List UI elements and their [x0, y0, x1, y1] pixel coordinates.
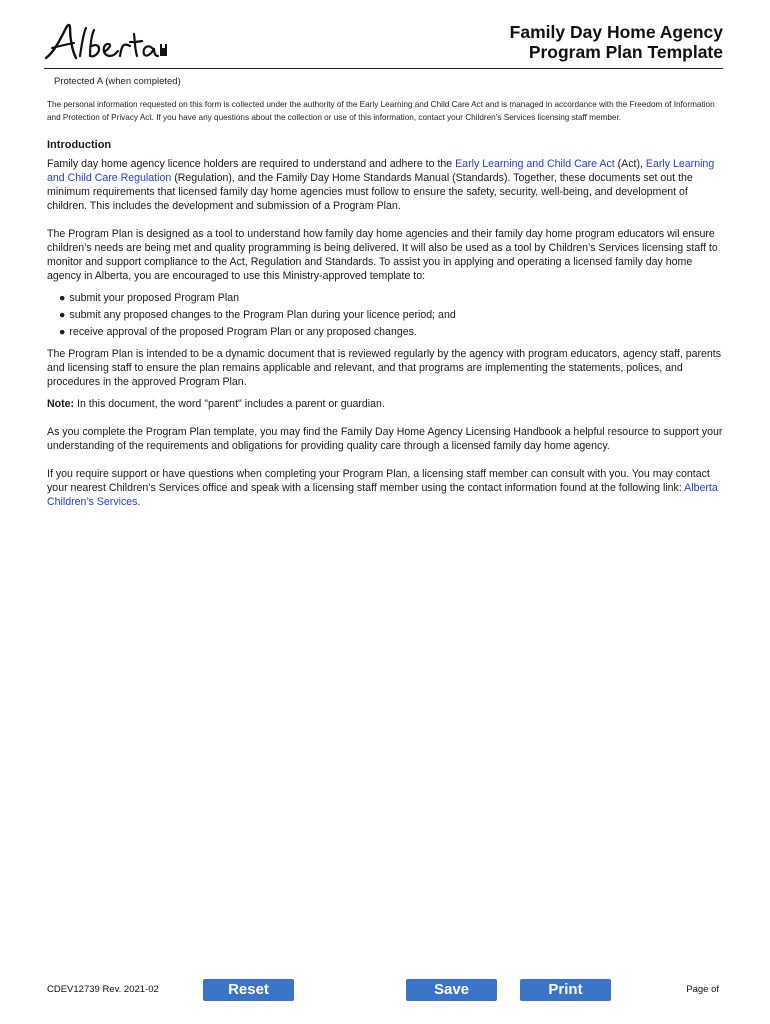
p5-text-a: If you require support or have questions when completing your Program Plan, a licensing staff member can consult with you. You may contact your nearest Children’s Services office and speak with a licensing staff member using the contact information found at the following link:	[47, 468, 710, 494]
intro-paragraph-5	[47, 467, 723, 509]
print-button[interactable]: Print	[520, 979, 611, 1001]
document-title	[510, 22, 723, 62]
intro-heading: Introduction	[47, 139, 112, 151]
p5-text-b: .	[137, 496, 141, 508]
intro-paragraph-3: The Program Plan is intended to be a dynamic document that is reviewed regularly by the agency with program educators, agency staff, parents and licensing staff to ensure the plan remains applicable and relevant, and that programs are implementing the statements, polices, and procedures in the approved Program Plan.	[47, 348, 722, 388]
bullet-text: submit your proposed Program Plan	[69, 292, 239, 304]
title-line-2: Program Plan Template	[528, 42, 723, 62]
bullet-icon: ●	[59, 309, 66, 321]
form-id: CDEV12739 Rev. 2021-02	[47, 984, 159, 995]
main-content	[47, 138, 723, 517]
reset-button[interactable]: Reset	[203, 979, 294, 1001]
list-item	[59, 308, 723, 322]
protection-label: Protected A (when completed)	[54, 76, 181, 87]
p1-text-b: (Act),	[614, 158, 646, 170]
intro-paragraph-1	[47, 157, 723, 213]
title-line-1: Family Day Home Agency	[509, 22, 723, 42]
act-link[interactable]: Early Learning and Child Care Act	[455, 158, 615, 170]
privacy-notice: The personal information requested on this form is collected under the authority of the Early Learning and Child Care Act and is managed in accordance with the Freedom of Information and Protection of Privacy Act. If you have any questions about the collection or use of this information, contact your Children’s Services licensing staff member.	[47, 100, 715, 122]
list-item	[59, 325, 723, 339]
bullet-list	[47, 291, 723, 339]
bullet-icon: ●	[59, 292, 66, 304]
note-text: In this document, the word "parent" includes a parent or guardian.	[74, 398, 385, 410]
alberta-logo	[44, 22, 174, 64]
bullet-text: submit any proposed changes to the Program Plan during your licence period; and	[69, 309, 456, 321]
intro-paragraph-4: As you complete the Program Plan template, you may find the Family Day Home Agency Licensing Handbook a helpful resource to support your understanding of the requirements and obligations for providing quality care through a licensed family day home agency.	[47, 426, 723, 452]
save-button[interactable]: Save	[406, 979, 497, 1001]
p1-text-a: Family day home agency licence holders are required to understand and adhere to the	[47, 158, 456, 170]
note-label: Note:	[47, 398, 75, 410]
p1-text-c: (Regulation), and the Family Day Home Standards Manual (Standards). Together, these documents set out the minimum requirements that licensed family day home agencies must follow to ensure the safety, security, well-being, and development of children. This includes the development and submission of a Program Plan.	[47, 172, 693, 212]
bullet-icon: ●	[59, 326, 66, 338]
regulation-link[interactable]: Early Learning and Child Care Regulation	[47, 158, 715, 184]
intro-paragraph-2: The Program Plan is designed as a tool to understand how family day home agencies and their family day home program educators wil ensure children’s needs are being met and quality programming is being delivered. It will also be used as a tool by Children’s Services licensing staff to monitor and support compliance to the Act, Regulation and Standards. To assist you in applying and operating a licensed family day home agency in Alberta, you are encouraged to use this Ministry-approved template to:	[47, 228, 718, 282]
bullet-text: receive approval of the proposed Program Plan or any proposed changes.	[69, 326, 417, 338]
page-number: Page of	[686, 984, 719, 995]
childrens-services-link[interactable]: Alberta Children’s Services	[47, 482, 718, 508]
page-header	[44, 20, 723, 69]
note-paragraph	[47, 397, 723, 411]
list-item	[59, 291, 723, 305]
